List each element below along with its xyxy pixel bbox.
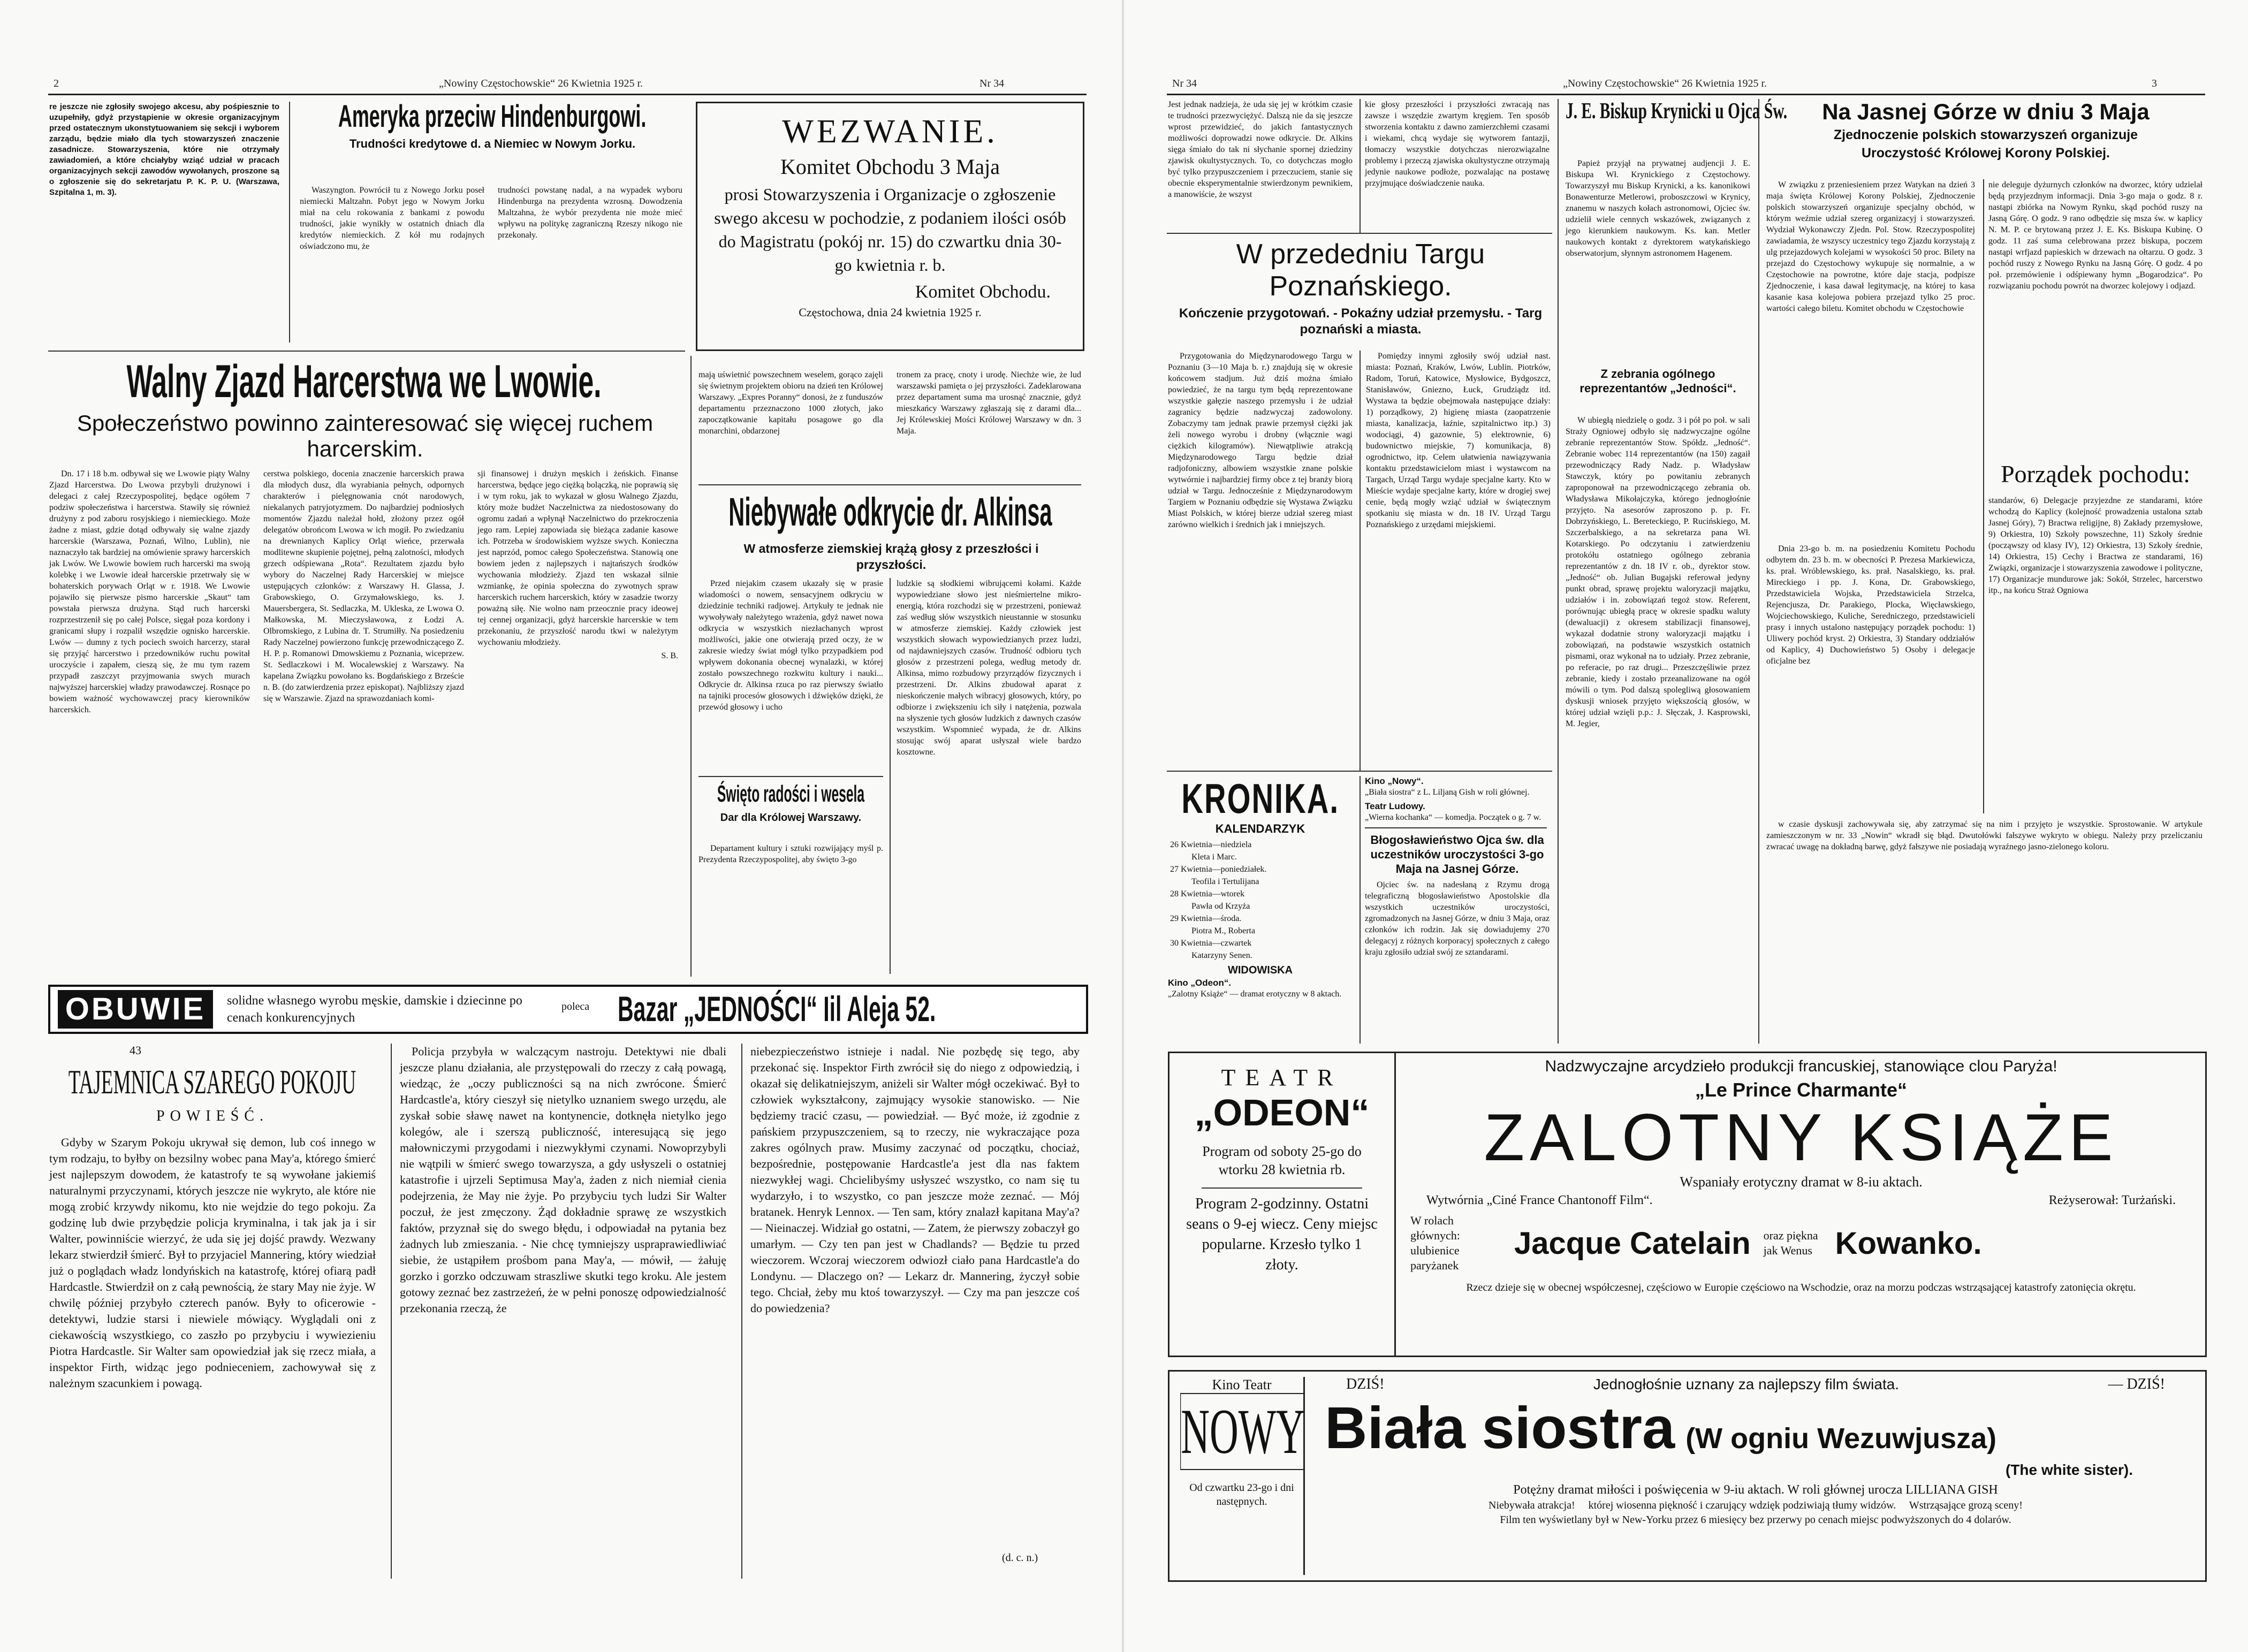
- ad-nowy-right: [1314, 1376, 2197, 1526]
- paragraph: trudności powstanę nadal, a na wypadek wyboru Hindenburga na prezydenta wzrosną. Dowodzenia Maltzahna, że wybór prezydenta nie może mieć wpływu na politykę zagraniczną Rzeszy nikogo nie przekonały.: [498, 186, 682, 240]
- nowy-name: NOWY: [1180, 1393, 1304, 1470]
- article-column: [1766, 819, 2203, 1041]
- page-number: 3: [2152, 78, 2157, 89]
- headline: J. E. Biskup Krynicki u Ojca Św.: [1566, 99, 1788, 124]
- paragraph: standarów, 6) Delegacje przyjezdne ze standarami, które wchodzą do Kaplicy (kolejność prowadzenia ustalona sztab Jasnej Góry), 7) Bractwa religijne, 8) Zakłady przemysłowe, 9) Orkiestra, 10) Szkoły powszechne, 11) Szkoły średnie (począwszy od klasy IV), 12) Orkiestra, 13) Szkoły średnie, 14) Orkiestra, 15) Cechy i Bractwa ze standarami, 16) Związki, organizacje i stowarzyszenia zawodowe i polityczne, 17) Organizacje mundurowe jak: Sokół, Strzelec, harcerstwo itp., na końcu Straż Ogniowa: [1988, 496, 2203, 595]
- notice-date: Częstochowa, dnia 24 kwietnia 1925 r.: [799, 306, 982, 319]
- subheadline: Kończenie przygotowań. - Pokaźny udział przemysłu. - Targ poznański a miasta.: [1179, 306, 1543, 337]
- ad-obuwie: [48, 985, 1088, 1034]
- blog-text-wrap: [1365, 879, 1550, 1013]
- novel-column: [400, 1044, 726, 1563]
- subheadline-2: Uroczystość Królowej Korony Polskiej.: [1861, 146, 2110, 161]
- article-column: [1168, 99, 1353, 227]
- teatr-text: „Wierna kochanka“ — komedja. Początek o g. 7 w.: [1365, 813, 1541, 822]
- article-column: [1365, 99, 1550, 227]
- episode-number: 43: [130, 1044, 141, 1057]
- headline: W przededniu Targu Poznańskiego.: [1236, 239, 1485, 302]
- section-rule: [1202, 1187, 1362, 1189]
- paragraph: Ojciec św. na nadesłaną z Rzymu drogą telegraficzną błogosławieństwo Apostolskie dla wszystkich uczestników uroczystości, zgromadzonych na Jasnej Górze, w dniu 3 Maja, oraz członków ich rodzin. Jak się dowiadujemy 270 delegacyj z różnych korporacyj społecznych z całego kraju zgłosiło udział swój ze sztandarami.: [1365, 880, 1550, 957]
- column-rule: [1360, 99, 1361, 233]
- film-title: Biała siostra: [1325, 1395, 1675, 1461]
- kalendarz-item: 29 Kwietnia—środa.: [1170, 914, 1242, 923]
- paragraph: Policja przybyła w walczącym nastroju. Detektywi nie dbali jeszcze planu działania, ale przystępowali do rzeczy z całą powagą, wiedząc, że „oczy publiczności są na nich zwrócone. Śmierć Hardcastle'a, który cieszył się nietylko uznaniem swego urzędu, ale zyskał sobie sławę nawet na kontynencie, dotknęła nietylko jego kolegów, ale i szerszą publiczność, interesującą się jego małowniczymi przygodami i niezwykłymi czynami. Nowoprzybyli nie wątpili w śmierć swego towarzysza, a gdy usłyszeli o ostatniej katastrofie i ujrzeli Septimusa May'a, żaden z nich niemiał cienia podejrzenia, że May nie żyje. Po przybyciu tych ludzi Sir Walter poczuł, że jest zmęczony. Żąd dokładnie sprawę ze wszystkich faktów, przyznał się do swego błędu, i odpowiadał na pytania bez żadnych lub zmieszania. - Nie chcę tymniejszy uspraprawiedliwiać siebie, że ustąpiłem prośbom pana May'a, — mówił, — żałuję gorzko i gorzko odczuwam straszliwe skutki tego kroku. Ale jestem gotowy zeznać bez zastrzeżeń, że w pełni ponoszę odpowiedzialność przekonania rzeczą, że: [400, 1045, 726, 1315]
- subheadline-alkins: W atmosferze ziemskiej krążą głosy z przeszłości i przyszłości.: [743, 542, 1039, 572]
- paragraph: tronem za pracę, cnoty i urodę. Niechże wie, że lud warszawski pamięta o jej przyszłości. Zadeklarowana przez departament suma ma urosnąć znacznie, gdyż mieszkańcy Warszawy zgłaszają się z darami dla... Jej Królewskiej Mości Królowej Warszawy w dn. 3 Maja.: [897, 370, 1081, 436]
- subheadline-swieto: Dar dla Królowej Warszawy.: [720, 812, 862, 824]
- kalendarz-item: Pawła od Krzyża: [1191, 902, 1250, 911]
- tagline: Nadzwyczajne arcydzieło produkcji francuskiej, stanowiące clou Paryża!: [1545, 1057, 2057, 1075]
- paragraph: Dnia 23-go b. m. na posiedzeniu Komitetu Pochodu odbytem dn. 23 b. m. w obecności P. Prezesa Markiewicza, ks. prał. Wróblewskiego, ks. prał. Nasalskiego, ks. prał. Mireckiego i pp. J. Kona, Dr. Grabowskiego, Przedstawiciela Wojska, Przedstawiciela Strzelca, Rejencjusza, Dr. Parakiego, Plocka, Więcławskiego, Wojciechowskiego, Kuliche, Seredniczego, przedstawicieli prasy i innych ustalono następujący porządek pochodu: 1) Uliwery pochód kryst. 2) Orkiestra, 3) Standary oddziałów od Kaplicy, 4) Duchowieństwo 5) Osoby i delegacje oficjalne bez: [1766, 544, 1975, 666]
- article-column: [1766, 543, 1975, 811]
- kronika: [1168, 776, 1353, 1044]
- article-column: [1168, 351, 1353, 763]
- paragraph: Waszyngton. Powrócił tu z Nowego Jorku poseł niemiecki Maltzahn. Pobyt jego w Nowym Jorku miał na celu rokowania z bankami z powodu trudności, jakie wynikły w ostatnich dniach dla kredytów niemieckich. Z kół mu rodajnych oświadczono mu, że: [300, 186, 484, 251]
- subheadline: Społeczeństwo powinno zainteresować się więcej ruchem harcerskim.: [77, 410, 654, 461]
- kino-name: Kino „Odeon“.: [1168, 978, 1232, 988]
- column-rule: [391, 1044, 392, 1579]
- blog-title: Błogosławieństwo Ojca św. dla uczestników uroczystości 3-go Maja na Jasnej Górze.: [1370, 833, 1544, 876]
- article-column: [300, 185, 484, 345]
- kalendarz-item: Piotra M., Roberta: [1191, 926, 1256, 935]
- article-column: [698, 369, 883, 482]
- film-title: ZALOTNY KSIĄŻE: [1484, 1101, 2118, 1175]
- signature: S. B.: [661, 651, 678, 660]
- kronika-subtitle: KALENDARZYK: [1215, 822, 1305, 835]
- column-rule: [1360, 776, 1361, 1044]
- kalendarz-list: [1168, 839, 1353, 961]
- odeon-program-2: Program 2-godzinny. Ostatni seans o 9-ej wiecz. Ceny miejsc popularne. Krzesło tylko 1 złoty.: [1186, 1196, 1378, 1273]
- column-rule: [690, 356, 692, 977]
- column-rule: [890, 578, 891, 974]
- paragraph: cerstwa polskiego, docenia znaczenie harcerskich prawa dla młodych dusz, dla wyrabiania pełnych, odpornych charakterów i pielęgnowania cnót narodowych, niekalanych patryjotyzmem. Do najbardziej podniosłych momentów Zjazdu należał hołd, złożony przez ogół delegatów obrońcom Lwowa w ich mogił. Po zwiedzaniu na drewnianych Kaplicy Orląt wieńce, przerwała modlitewne skupienie pojętnej, pełną zalotności, młodych grzech odśpiewana „Rota“. Rezultatem zjazdu było wybory do Naczelnej Rady Harcerskiej w miejsce ustępujących członków: z Warszawy H. Glassa, J. Grabowskiego, O. Grzymałowskiego, ks. J. Mauersbergera, St. Sedlaczka, M. Ukleska, ze Lwowa O. Małkowska, M. Mieczysławowa, z Łodzi A. Olbromskiego, z Lubina dr. T. Strumiłły. Na posiedzeniu Rady Naczelnej powierzono funkcję przewodniczącego Z. H. P. p. Romanowi Dmowskiemu z Poznania, wiceprzew. St. Sedlaczkowi i M. Wocalewskiej z Warszawy. Na kapelana Związku powołano ks. Bogdańskiego z Brzeście n. B. (do zatwierdzenia przez episkopat). Najbliższy zjazd się w Warszawie. Zjazd na sprawozdaniach komi-: [263, 469, 464, 703]
- paragraph: W ubiegłą niedzielę o godz. 3 i pół po poł. w sali Straży Ogniowej odbyło się nadzwyczajne ogólne zebranie reprezentantów Stow. Spółdz. „Jedność“. Zebranie wobec 114 reprezentantów (na 150) zagaił przewodniczący Rady Nadz. p. Władysław Stawczyk, który po powitaniu zebranych zaproponował na przewodniczącego zebrania ob. Władysława Mikołajczyka, którego jednogłośnie przyjęto. Na asesorów zaproszono p. p. Fr. Dobrzyńskiego, L. Bereteckiego, P. Rucińskiego, M. Szczerbalskiego, a na sekretarza pana Wł. Kotarskiego. Po odczytaniu i zatwierdzeniu protokółu ostatniego ogólnego zebrania reprezentantów z dn. 18 IV r. ob., dyrektor stow. „Jedność“ ob. Julian Bugajski referował jedyny punkt obrad, sprawę projektu waloryzacji majątku, udziałów i in. zobowiązań tegoż stow. Referent, porównując ubiegłą pracę w okresie spadku waluty (dewaluacji) z okresem stabilizacji finansowej, wykazał dodatnie strony waloryzacji majątku i zobowiązań, na podstawie wszystkich ostatnich pismami, oraz wykonał na to udziały. Przez zebranie, po referacie, po raz drugi... Przeszczęśliwie przez zebranie, kiedy i zostało przeanalizowane na ogół mówili o tym. Pod dalszą spolegliwą głosowaniem dyskusji wniosek przyjęto większością głosów, w której udział wzięli p.p.: J. Słęczak, J. Kasprowski, M. Jegier,: [1566, 416, 1750, 728]
- page-header: „Nowiny Częstochowskie“ 26 Kwietnia 1925 r.: [1563, 78, 1767, 89]
- film-desc: Potężny dramat miłości i poświęcenia w 9-iu aktach. W roli głównej urocza LILLIANA GISH: [1513, 1483, 1998, 1497]
- ad-odeon-left: [1169, 1053, 1396, 1356]
- article-column: [477, 468, 678, 977]
- article-column: [263, 468, 464, 977]
- paragraph: Papież przyjął na prywatnej audjencji J. E. Biskupa Wł. Krynickiego z Częstochowy. Towarzyszył mu Biskup Krynicki, a ks. kanonikowi Bonawenturze Metlerowi, proboszczowi w Krynicy, znanemu w naszych kołach astronomowi, Ojciec św. udzielił wiele cennych wskazówek, związanych z jego kierunkiem naukowym. Ks. kan. Metler naukowych kontakt z dyrektorem watykańskiego obserwatorjum, słynnym astronomem Hagenem.: [1566, 159, 1750, 258]
- paragraph: niebezpieczeństwo istnieje i nadal. Nie pozbędę się tego, aby przekonać się. Inspektor Firth zwrócił się do niego z odpowiedzią, i okazał się delikatniejszym, aniżeli sir Walter mógł oczekiwać. Był to człowiek wykształcony, zajmujący wysokie stanowisko. — Nie będziemy tracić czasu, — powiedział. — Być może, iż zgodnie z pańskiem przypuszczeniem, są to rzeczy, nie wykraczające poza zakres ogólnych praw. Musimy zaczynać od początku, chociaż, bezpośrednie, postępowanie Hardcastle'a jest dla nas faktem niezwykłej wagi. Chcielibyśmy usłyszeć wszystko, co nam się tu wydarzyło, i to wszystko, co pan jeszcze może zeznać. — Mój bratanek. Henryk Lennox. — Ten sam, który znalazł kapitana May'a? — Nieinaczej. Widział go ostatni, — Zatem, że pierwszy zobaczył go umarłym. — Czy ten pan jest w Chadlands? — Będzie tu przed wieczorem. Wczoraj wieczorem odwiozł ciało pana Hardcastle'a do Londynu. — Dlaczego on? — Lekarz dr. Mannering, życzył sobie tego. Chciał, żeby mu ktoś towarzyszył. — Czy ma pan jeszcze coś do powiedzenia?: [750, 1045, 1080, 1315]
- paragraph: Departament kultury i sztuki rozwijający myśl p. Prezydenta Rzeczypospolitej, aby święto 3-go: [698, 844, 883, 864]
- nowy-dates: Od czwartku 23-go i dni następnych.: [1189, 1482, 1294, 1508]
- article-column: [498, 185, 682, 345]
- kronika-col2: [1365, 776, 1550, 1044]
- notice-title: WEZWANIE.: [782, 113, 998, 150]
- paragraph: Przygotowania do Międzynarodowego Targu w Poznaniu (3—10 Maja b. r.) znajdują się w okresie końcowem stadjum. Już dziś można śmiało powiedzieć, że na targu tym będą reprezentowane wszystkie gałęzie naszego przemysłu i że udział zagranicy będzie nadzwyczaj zadowolony. Zobaczymy tam jednak prawie przemysł ciężki jak żeli nowego wyrobu i drobny (włącznie wagi ciężkich kilogramów). Niewątpliwie atrakcją Międzynarodowego Targu będzie dział radjofoniczny, albowiem wszystkie znane polskie wytwórnie i najbardziej firmy obce z tej branży biorą udział w Targu. Jednocześnie z Międzynarodowym Targiem w Poznaniu odbędzie się Wystawa Związku Miast Polskich, w której bierze udział szereg miast zarówno wielkich i średnich jak i mniejszych.: [1168, 352, 1353, 529]
- section-rule: [1365, 827, 1547, 828]
- actor-1: Jacque Catelain: [1514, 1225, 1751, 1261]
- paragraph: w czasie dyskusji zachowywała się, aby zatrzymać się na nim i przyjęto je wszystkie. Sprostowanie. W artykule zamieszczonym w nr. 33 „Nowin“ wkradł się błąd. Dwutołówki fałszywe wykryto w obiegu. Należy przy przeliczaniu zwracać uwagę na dokładną barwę, gdyż fałszywe nie posiadają wyraźnego jasno-zielonego koloru.: [1766, 820, 2203, 851]
- teatr-label: TEATR: [1221, 1064, 1343, 1091]
- paragraph: W związku z przeniesieniem przez Watykan na dzień 3 maja święta Królowej Korony Polskiej, Zjednoczenie polskich stowarzyszeń organizuje specjalny obchód, w którym weźmie udział szereg organizacyj i stowarzyszeń. Wydział Wykonawczy Zjedn. Pol. Stow. Rzeczypospolitej zawiadamia, że wszyscy uczestnicy tego Zjazdu korzystają z ulg przejazdowych kolejami w wysokości 50 proc. Bilety na przejazd do Częstochowy wykupuje się normalnie, a w Częstochowie na powrotne, które daje stacja, podpisze Zjednoczenie, i kasa dawał legitymację, na której to kasa kasanie kasa kolejowa pobiera przejazd tylko 25 proc. wartości całego biletu. Komitet obchodu w Częstochowie: [1766, 180, 1975, 313]
- article-targ: [1168, 238, 1553, 765]
- novel-column: [750, 1044, 1080, 1547]
- section-rule: [1167, 233, 1552, 234]
- paragraph: ludzkie są słodkiemi wibrującemi kołami. Każde wypowiedziane słowo jest nieśmiertelne mikro-energią, która rozchodzi się w przestrzeni, ponieważ zaś według słów wszystkich nieustannie w stosunku w atmosferze ziemskiej. Każdy człowiek jest wszystkich słowach wypowiedzianych przez ludzi, od najdawniejszych czasów. Trudność odbioru tych głosów z przestrzeni polega, według metody dr. Alkinsa, mimo rozbudowy przyrządów fizycznych i przestrzeni. Dr. Alkins zbudował aparat z nieskończenie małych wibracyj głosowych, który, po odbiorze i zwiększeniu ich siły i natężenia, pozwala na słyszenie tych głosów ludzkich z dawnych czasów wszystkim. Wspomnieć wypada, że dr. Alkins stosując swój aparat usłyszał wiele bardzo kosztowne.: [897, 579, 1081, 757]
- kalendarz-item: 26 Kwietnia—niedziela: [1170, 840, 1252, 849]
- article-continuation: re jeszcze nie zgłosiły swojego akcesu, aby pośpiesznie to uzupełniły, gdyż przystąpienie w okresie organizacyjnym przed ostatecznym ukonstytuowaniem się sekcji i wyborem zarządu, będzie miało dla tych stowarzyszeń znaczenie zasadnicze. Stowarzyszenia, które nie otrzymały zawiadomień, a które chciałyby wziąć udział w pracach organizacyjnych sekcji zawodów wywołanych, proszone są o zgłoszenie się do sekretarjatu P. K. P. U. (Warszawa, Szpitalna 1, m. 3).: [49, 102, 279, 197]
- paragraph: mają uświetnić powszechnem weselem, gorąco zajęli się świetnym projektem obioru na dzień ten Królowej Warszawy. „Expres Poranny“ donosi, że z funduszów departamentu przeznaczono 1000 złotych, jako zapoczątkowanie kapitału posagowe go dla monarchini, obdarzonej: [698, 370, 883, 436]
- article-column: [897, 578, 1081, 771]
- paragraph: Jest jednak nadzieja, że uda się jej w krótkim czasie te trudności przezwyciężyć. Dalszą nie da się jeszcze wprost przewidzieć, do jakich fantastycznych możliwości doprowadzi nowe odkrycie. Dr. Alkins sięga śmiało do tak ni słychanie spornej dziedziny zjawisk okultystycznych. To, co dotychczas mogło być tylko przypuszczeniem i przeczuciem, stanie się obecnie eksperymentalnie stwierdzonym pewnikiem, a manowiście, że wszyst: [1168, 100, 1353, 199]
- paragraph: Gdyby w Szarym Pokoju ukrywał się demon, lub coś innego w tym rodzaju, to byłby on bezsilny wobec pana May'a, którego śmierć jest najlepszym dowodem, że katastrofy te są wywołane jakiemiś naturalnymi przyczynami, których jeszcze nie wykryto, ale które nie mogą zrobić krzywdy nikomu, kto nie wejdzie do tego pokoju. Za godzinę lub dwie przybędzie policja kryminalna, i tak jak ja i sir Walter, powinniście wierzyć, że uda się jej dojść prawdy. Wezwany lekarz stwierdził śmierć. Był to przyjaciel Mannering, który wiedział już o poglądach władz londyńskich na katastrofę, której ofiarą padł Hardcastle. Stwierdził on z całą pewnością, że stary May nie żyje. W chwilę później przybyło czterech panów. Były to oficerowie - detektywi, ludzie starsi i niewiele mówiący. Wyglądali oni z ciekawością wszystkiego, co zaszło po przybyciu i wywiezieniu Piotra Hardcastle. Sir Walter sam opowiedział jak się rzecz miała, a inspektor Firth, widząc jego podnieceniem, zachowywał się z należnym szacunkiem i powagą.: [49, 1136, 376, 1390]
- widowiska-title: WIDOWISKA: [1227, 964, 1293, 976]
- director: Reżyserował: Turżański.: [2048, 1193, 2176, 1207]
- article-biskup: [1566, 99, 1788, 1044]
- notice-body: prosi Stowarzyszenia i Organizacje o zgłoszenie swego akcesu w pochodzie, z podaniem ilości osób do Magistratu (pokój nr. 15) do czwartku dnia 30-go kwietnia r. b.: [714, 185, 1066, 275]
- subheadline: Trudności kredytowe d. a Niemiec w Nowym Jorku.: [349, 137, 636, 150]
- claim: Jednogłośnie uznany za najlepszy film świata.: [1593, 1376, 1900, 1392]
- film-desc-2: Niebywała atrakcja! której wiosenna piękność i czarujący wdzięk podziwiają tłumy widzów. Wstrząsające grozą sceny!: [1488, 1499, 2023, 1511]
- film-desc: Wspaniały erotyczny dramat w 8-iu aktach.: [1680, 1174, 1923, 1190]
- issue-number: Nr 34: [1172, 78, 1197, 89]
- film-footer: Film ten wyświetlany był w New-Yorku przez 6 miesięcy bez przerwy po cenach miejsc podwyższonych do 4 dolarów.: [1500, 1514, 2011, 1526]
- column-rule: [1983, 179, 1984, 813]
- kalendarz-item: 27 Kwietnia—poniedziałek.: [1170, 865, 1267, 874]
- ad-odeon-right: [1405, 1057, 2197, 1295]
- paragraph: Przed niejakim czasem ukazały się w prasie wiadomości o nowem, sensacyjnem odkryciu w dziedzinie techniki radjowej. Artykuły te jednak nie wywoływały należytego wrażenia, gdyż nawet nowa odkrycia w wszystkich niezłachanych wprost możliwości, jakie one otwierają przed oczy, że w zakresie wiedzy świat mógł tylko przypadkiem pod wpływem dokonania obecnej wynalazki, w której zostało powszechnego rozkwitu kultury i nauki... Odkrycie dr. Alkinsa rzuca po raz pierwszy światło na tajniki procesów głosowych i dźwięków dzięki, że przewód głosowy i ucho: [698, 579, 883, 712]
- article-harcerstwo: [49, 356, 681, 977]
- novel-kicker: POWIEŚĆ.: [156, 1108, 269, 1124]
- headline: Walny Zjazd Harcerstwa we Lwowie.: [126, 356, 602, 407]
- ad-poleca: poleca: [561, 1001, 590, 1012]
- top-left-column: [49, 102, 279, 342]
- novel-title: TAJEMNICA SZAREGO POKOJU: [68, 1063, 356, 1101]
- page-header: „Nowiny Częstochowskie“ 26 Kwietnia 1925 r.: [439, 78, 643, 89]
- odeon-name: „ODEON“: [1194, 1092, 1370, 1133]
- kalendarz-item: 30 Kwietnia—czwartek: [1170, 939, 1252, 948]
- article-column: [1988, 495, 2203, 811]
- headline-swieto: Święto radości i wesela: [717, 781, 865, 807]
- original-title: (The white sister).: [2005, 1461, 2133, 1478]
- film-footer: Rzecz dzieje się w obecnej współczesnej, częściowo w Europie częściowo na Wschodzie, oraz na morzu podczas wstrząsającej katastrofy zatonięcia okrętu.: [1466, 1282, 2136, 1293]
- serial-novel: [49, 1044, 1085, 1579]
- ad-brand: OBUWIE: [58, 990, 213, 1029]
- article-column: [1366, 351, 1551, 763]
- kino-text: „Zalotny Książe“ — dramat erotyczny w 8 aktach.: [1168, 989, 1342, 999]
- kalendarz-item: Kleta i Marc.: [1191, 852, 1237, 862]
- kino-label: Kino Teatr: [1212, 1377, 1272, 1392]
- headline: Ameryka przeciw Hindenburgowi.: [338, 99, 647, 134]
- roles-label: W rolach głównych: ulubienice paryżanek: [1410, 1214, 1460, 1272]
- article-column: [1566, 158, 1750, 361]
- actor-2: Kowanko.: [1835, 1225, 1982, 1261]
- article-column: [1766, 179, 1975, 538]
- film-subtitle: (W ogniu Wezuwjusza): [1685, 1422, 1997, 1455]
- article-column: [49, 468, 250, 977]
- headline-alkins: Niebywałe odkrycie dr. Alkinsa: [728, 490, 1052, 534]
- article-column: [698, 578, 883, 771]
- notice-signature: Komitet Obchodu.: [915, 282, 1051, 302]
- notice-wezwanie: [696, 102, 1084, 351]
- dzis-1: DZIŚ!: [1346, 1376, 1385, 1392]
- subheadline: Z zebrania ogólnego reprezentantów „Jedności“.: [1579, 367, 1736, 395]
- teatr-ludowy: Teatr Ludowy.: [1365, 801, 1425, 811]
- article-hindenburg: [300, 99, 685, 345]
- ad-shop: Bazar „JEDNOŚCI“ Iil Aleja 52.: [618, 989, 936, 1029]
- paragraph: Pomiędzy innymi zgłosiły swój udział nast. miasta: Poznań, Kraków, Lwów, Lublin. Piotrków, Radom, Toruń, Katowice, Mysłowice, Bydgoszcz, Stanisławów, Gniezno, Łuck, Grudziądz itd. Wystawa ta będzie obejmowała następujące działy: 1) porządkowy, 2) higienę miasta (zaopatrzenie miasta, kanalizacja, łaźnie, szpitalnictwo itp.) 3) wodociągi, 4) gazownie, 5) elektrownie, 6) budownictwo miejskie, 7) komunikacja, 8) ogrodnictwo, itp. Celem ułatwienia nawiązywania kontaktu przedstawicielom miast i wystawcom na Targach, Urząd Targu wydaje specjalne karty. Kto w Mieście wydaje specjalne karty, które w drogiej swej cenie, będą mogły wziąć udział w świątecznym spotkaniu się miasta w dn. 18 IV. Urząd Targu Poznańskiego z urzędami miejskiemi.: [1366, 352, 1551, 529]
- kalendarz-item: 28 Kwietnia—wtorek: [1170, 889, 1245, 899]
- header-rule: [1167, 94, 2205, 95]
- kronika-title: KRONIKA.: [1181, 775, 1340, 822]
- article-column: [1988, 179, 2203, 452]
- ad-odeon: [1168, 1052, 2207, 1357]
- article-jasna-gora: [1766, 99, 2205, 1044]
- paragraph: sji finansowej i drużyn męskich i żeńskich. Finanse harcerstwa, będące jego ciężką bolączką, nie poprawią się i w tym roku, jak to wykazał w głosu Walnego Zjazdu, który może budżet Naczelnictwa za niedostosowany do ogromu zadań a wpłynął Naczelnictwo do przekroczenia jego ram. Lepiej zapowiada się bieżąca zadanie kasowe ich. Potrzeba w środowiskiem wyższe swych. Konieczna jest naprzód, pomoc całego Społeczeństwa. Stanowią one bowiem jeden z najlepszych i najtańszych środków wychowania młodzieży. Zjazd ten wskazał silnie wzmiankę, że opinia społeczna do zywotnych spraw harcerskich ruchem harcerskich, który w zasadzie tworzy poważną siłę. Nie wolno nam przeocznie pracy ideowej tej cennej organizacji, gdyż harcerskie harcerskie w tem przekonaniu, że przyszłość narodu tkwi w należytym wychowaniu młodzieży.: [477, 469, 678, 647]
- dzis-2: — DZIŚ!: [2108, 1376, 2165, 1392]
- ad-nowy-left: [1180, 1377, 1305, 1575]
- column-rule: [1758, 99, 1759, 1044]
- ad-nowy: [1168, 1370, 2207, 1582]
- ad-text: solidne własnego wyrobu męskie, damskie i dziecinne po cenach konkurencyjnych: [227, 994, 522, 1025]
- to-be-continued: (d. c. n.): [1002, 1552, 1038, 1564]
- porzadek-title: Porządek pochodu:: [2001, 460, 2190, 488]
- right-page: [1124, 0, 2248, 1652]
- odeon-program: Program od soboty 25-go do wtorku 28 kwietnia rb.: [1202, 1144, 1362, 1177]
- column-rule: [1558, 99, 1559, 1044]
- article-column: [1566, 415, 1750, 1041]
- headline: Na Jasnej Górze w dniu 3 Maja: [1822, 99, 2150, 124]
- notice-committee: Komitet Obchodu 3 Maja: [780, 155, 1000, 179]
- kino-nowy-text: „Biała siostra“ z L. Liljaną Gish w roli głównej.: [1365, 788, 1530, 797]
- novel-column: [49, 1135, 376, 1563]
- original-title: „Le Prince Charmante“: [1695, 1079, 1908, 1101]
- article-column: [897, 369, 1081, 482]
- oraz-label: oraz piękna jak Wenus: [1763, 1229, 1818, 1257]
- section-rule: [1167, 771, 1552, 772]
- column-rule: [741, 1044, 742, 1579]
- film-row: [1325, 1395, 2186, 1461]
- article-column: [698, 843, 883, 971]
- column-rule: [1360, 351, 1361, 771]
- subheadline: Zjednoczenie polskich stowarzyszeń organizuje: [1833, 127, 2138, 142]
- kino-nowy: Kino „Nowy“.: [1365, 776, 1424, 786]
- page-number: 2: [54, 78, 59, 89]
- header-rule: [48, 94, 1087, 95]
- kalendarz-item: Teofila i Tertulijana: [1191, 877, 1259, 886]
- right-block: [698, 369, 1084, 979]
- section-rule: [698, 776, 883, 777]
- section-rule: [698, 484, 1081, 485]
- credits-row: [1426, 1193, 2176, 1208]
- issue-number: Nr 34: [979, 78, 1005, 89]
- paragraph: kie głosy przeszłości i przyszłości zwracają nas zawsze i wszędzie zwartym kręgiem. Ten sposób stworzenia kontaktu z dawno zamierzchłemi czasami i wiekami, chcą wydaje się wytworem fantazji, tłomaczy wszystkie dotychczas nierozwiązalne problemy i przeczą zjawiska okultystyczne otrzymają jedynie naukowe podłoże, pozwalając na postawę przyjmujące doświadczenie nauka.: [1365, 100, 1550, 188]
- paragraph: nie deleguje dyżurnych członków na dworzec, który udzielał będą przyjezdnym informacji. Dnia 3-go maja o godz. 8 r. nastąpi zbiórka na Nowym Rynku, skąd pochód ruszy na Jasną Górę. O godz. 9 rano odbędzie się msza św. w kaplicy N. M. P. ce brytowaną przez J. E. Ks. Biskupa Kubinę. O godz. 11 zaś suma celebrowana przez biskupa, poczem nastąpi wrfjazd papieskich w drzewach na ołtarzu. O godz. 3 pochód ruszy z Nowego Rynku na Jasną Górę. O godz. 4 po poł. przemówienie i odśpiewany hymn „Bogarodzica“. Po rozwiązaniu pochodu powrót na dworzec kolejowy i odjazd.: [1988, 180, 2203, 291]
- section-rule: [48, 351, 685, 352]
- dzis-row: [1346, 1376, 2165, 1393]
- production: Wytwórnia „Ciné France Chantonoff Film“.: [1426, 1193, 1653, 1207]
- paragraph: Dn. 17 i 18 b.m. odbywał się we Lwowie piąty Walny Zjazd Harcerstwa. Do Lwowa przybyli drużynowi i delegaci z całej Rzeczypospolitej, będące ogółem 7 podziw społeczeństwa i harcerstwa. Stawiły się również drużyny z pod zaboru rosyjskiego i niemieckiego. Może żadne z miast, gdzie dotąd odbywały się walne zjazdy harcerskie (Warszawa, Poznań, Wilno, Lublin), nie naznaczyło tak bardziej na omówienie sprawy harcerskich jak Lwów. We Lwowie bowiem ruch harcerski ma swoją kolebkę i we Lwowie ideał harcerskie przetrwały się w bohaterskich porywach Orląt w r. 1918. We Lwowie pojawiło się pierwsze pismo harcerskie „Skaut“ tam powstała pierwsza drużyna. Stąd ruch harcerski rozprzestrzenił się po całej Polsce, sięgał poza kordony i granicami słupy i rozpalił wszędzie ognisko harcerskie. Lwów — dumny z tych pociech swoich harcerzy, starał się przyjąć harcerstwo i przedowników ruchu powitał uroczyście i zapałem, cieszą się, że mu tym razem przypadł zaszczyt przyjmowania swych murach najwyższej harcerskiej władzy prawodawczej. Rosnące po bowiem ważność wychowawczej pracy kierowników harcerskich.: [49, 469, 250, 714]
- column-rule: [289, 102, 290, 342]
- cast-row: [1410, 1213, 2192, 1273]
- kalendarz-item: Katarzyny Senen.: [1191, 951, 1252, 960]
